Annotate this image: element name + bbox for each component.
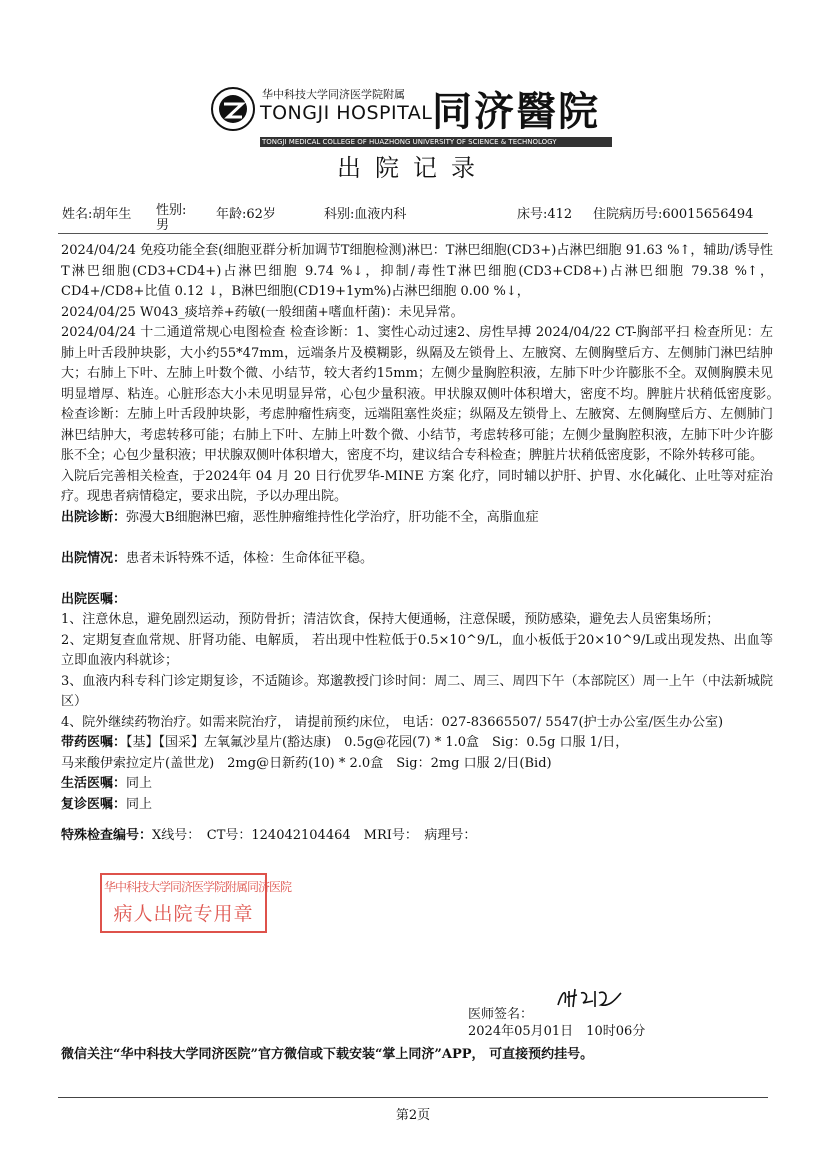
status-text: 患者未诉特殊不适，体检：生命体征平稳。: [126, 550, 374, 566]
hospital-band: TONGJI MEDICAL COLLEGE OF HUAZHONG UNIVERSITY OF SCIENCE & TECHNOLOGY: [260, 137, 612, 147]
medication-2: 马来酸伊索拉定片(盖世龙) 2mg@日新药(10) * 2.0盒 Sig：2mg 口服 2/日(Bid): [61, 755, 552, 771]
hospital-name-cn-big: 同济醫院: [432, 88, 600, 135]
lab-immune: 2024/04/24 免疫功能全套(细胞亚群分析加调节T细胞检测)淋巴：T淋巴细胞(CD3+)占淋巴细胞 91.63 %↑，辅助/诱导性T淋巴细胞(CD3+CD4+)占淋巴细胞 9.74 %↓，抑制/毒性T淋巴细胞(CD3+CD8+)占淋巴细胞 79.38 %↑，CD4+/CD8+比值 0.12 ↓，B淋巴细胞(CD19+1ym%)占淋巴细胞 0.00 %↓，: [61, 243, 773, 299]
hospital-logo-icon: [210, 86, 256, 132]
signature-date: 2024年05月01日 10时06分: [468, 1024, 646, 1039]
hospital-name-cn-small: 华中科技大学同济医学院附属: [262, 88, 405, 101]
patient-record-no: 住院病历号:60015656494: [593, 207, 754, 222]
meds-label: 带药医嘱：: [61, 735, 127, 750]
medication-orders: [61, 733, 773, 754]
life-orders: [61, 774, 773, 795]
discharge-seal: [100, 873, 292, 933]
patient-sex: 性别:男: [156, 203, 187, 233]
special-exam-numbers: [61, 826, 773, 847]
page-number: 第2页: [395, 1108, 431, 1123]
page-title: 出院记录: [337, 154, 489, 182]
life-label: 生活医嘱：: [61, 776, 127, 791]
review-text: 同上: [126, 796, 153, 812]
seal-bottom-text: 病人出院专用章: [113, 903, 254, 925]
order-item-4: 4、院外继续药物治疗。如需来院治疗， 请提前预约床位， 电话：027-83665507/ 5547(护士办公室/医生办公室): [61, 714, 724, 730]
footer-divider: [58, 1097, 768, 1098]
patient-info: [62, 203, 762, 233]
review-orders: [61, 795, 773, 816]
order-item-3: 3、血液内科专科门诊定期复诊，不适随诊。郑邈教授门诊时间：周二、周三、周四下午（本部院区）周一上午（中法新城院区）: [61, 673, 773, 709]
patient-name: 姓名:胡年生: [62, 207, 132, 222]
wechat-notice: 微信关注“华中科技大学同济医院”官方微信或下载安装“掌上同济”APP， 可直接预约挂号。: [61, 1047, 594, 1062]
hospital-name-en: TONGJI HOSPITAL: [260, 102, 433, 124]
hospital-header: [210, 80, 630, 150]
discharge-status: [61, 549, 773, 570]
life-text: 同上: [126, 776, 153, 791]
diagnosis-text: 弥漫大B细胞淋巴瘤，恶性肿瘤维持性化学治疗，肝功能不全，高脂血症: [126, 509, 539, 525]
medication-1: 【基】【国采】左氧氟沙星片(豁达康) 0.5g@花园(7) * 1.0盒 Sig：0.5g 口服 1/日，: [126, 735, 629, 750]
diagnosis-label: 出院诊断：: [61, 509, 127, 525]
review-label: 复诊医嘱：: [61, 796, 127, 812]
exam-ecg-ct: 2024/04/24 十二通道常规心电图检查 检查诊断：1、窦性心动过速2、房性早搏 2024/04/22 CT-胸部平扫 检查所见：左肺上叶舌段肿块影，大小约55*47mm，远端条片及模糊影，纵隔及左锁骨上、左腋窝、左侧胸壁后方、左侧肺门淋巴结肿大；右肺上下叶、左肺上叶数个微、小结节，较大者约15mm；左侧少量胸腔积液，左肺下叶少许膨胀不全。双侧胸膜未见明显增厚、粘连。心脏形态大小未见明显异常，心包少量积液。甲状腺双侧叶体积增大，密度不均。脾脏片状稍低密度影。 检查诊断：左肺上叶舌段肿块影，考虑肿瘤性病变，远端阻塞性炎症；纵隔及左锁骨上、左腋窝、左侧胸壁后方、左侧肺门淋巴结肿大，考虑转移可能；右肺上下叶、左肺上叶数个微、小结节，考虑转移可能；左侧少量胸腔积液，左肺下叶少许膨胀不全；心包少量积液；甲状腺双侧叶体积增大，密度不均，建议结合专科检查；脾脏片状稍低密度影，不除外转移可能。: [61, 325, 787, 463]
order-item-2: 2、定期复查血常规、肝肾功能、电解质， 若出现中性粒低于0.5×10^9/L，血小板低于20×10^9/L或出现发热、出血等立即血液内科就诊；: [61, 632, 773, 668]
treatment-course: 入院后完善相关检查，于2024年 04 月 20 日行优罗华-MINE 方案 化疗，同时辅以护肝、护胃、水化碱化、止吐等对症治疗。现患者病情稳定，要求出院，予以办理出院。: [61, 468, 773, 504]
patient-department: 科别:血液内科: [324, 207, 407, 222]
patient-age: 年龄:62岁: [216, 207, 276, 222]
discharge-diagnosis: [61, 508, 773, 529]
doctor-signature-icon: [555, 985, 625, 1011]
seal-top-text: 华中科技大学同济医学院附属同济医院: [104, 880, 292, 894]
signature-label: 医师签名：: [468, 1007, 534, 1022]
status-label: 出院情况：: [61, 550, 127, 566]
order-item-1: 1、注意休息，避免剧烈运动，预防骨折；清洁饮食，保持大便通畅，注意保暖，预防感染，避免去人员密集场所；: [61, 612, 720, 627]
exam-label: 特殊检查编号：: [61, 828, 153, 843]
orders-label: 出院医嘱：: [61, 591, 127, 607]
discharge-record-body: [61, 241, 787, 847]
lab-sputum: 2024/04/25 W043_痰培养+药敏(一般细菌+嗜血杆菌)：未见异常。: [61, 304, 464, 320]
header-divider: [58, 233, 768, 234]
patient-bed: 床号:412: [517, 207, 573, 222]
exam-text: X线号： CT号：124042104464 MRI号： 病理号：: [152, 828, 477, 843]
